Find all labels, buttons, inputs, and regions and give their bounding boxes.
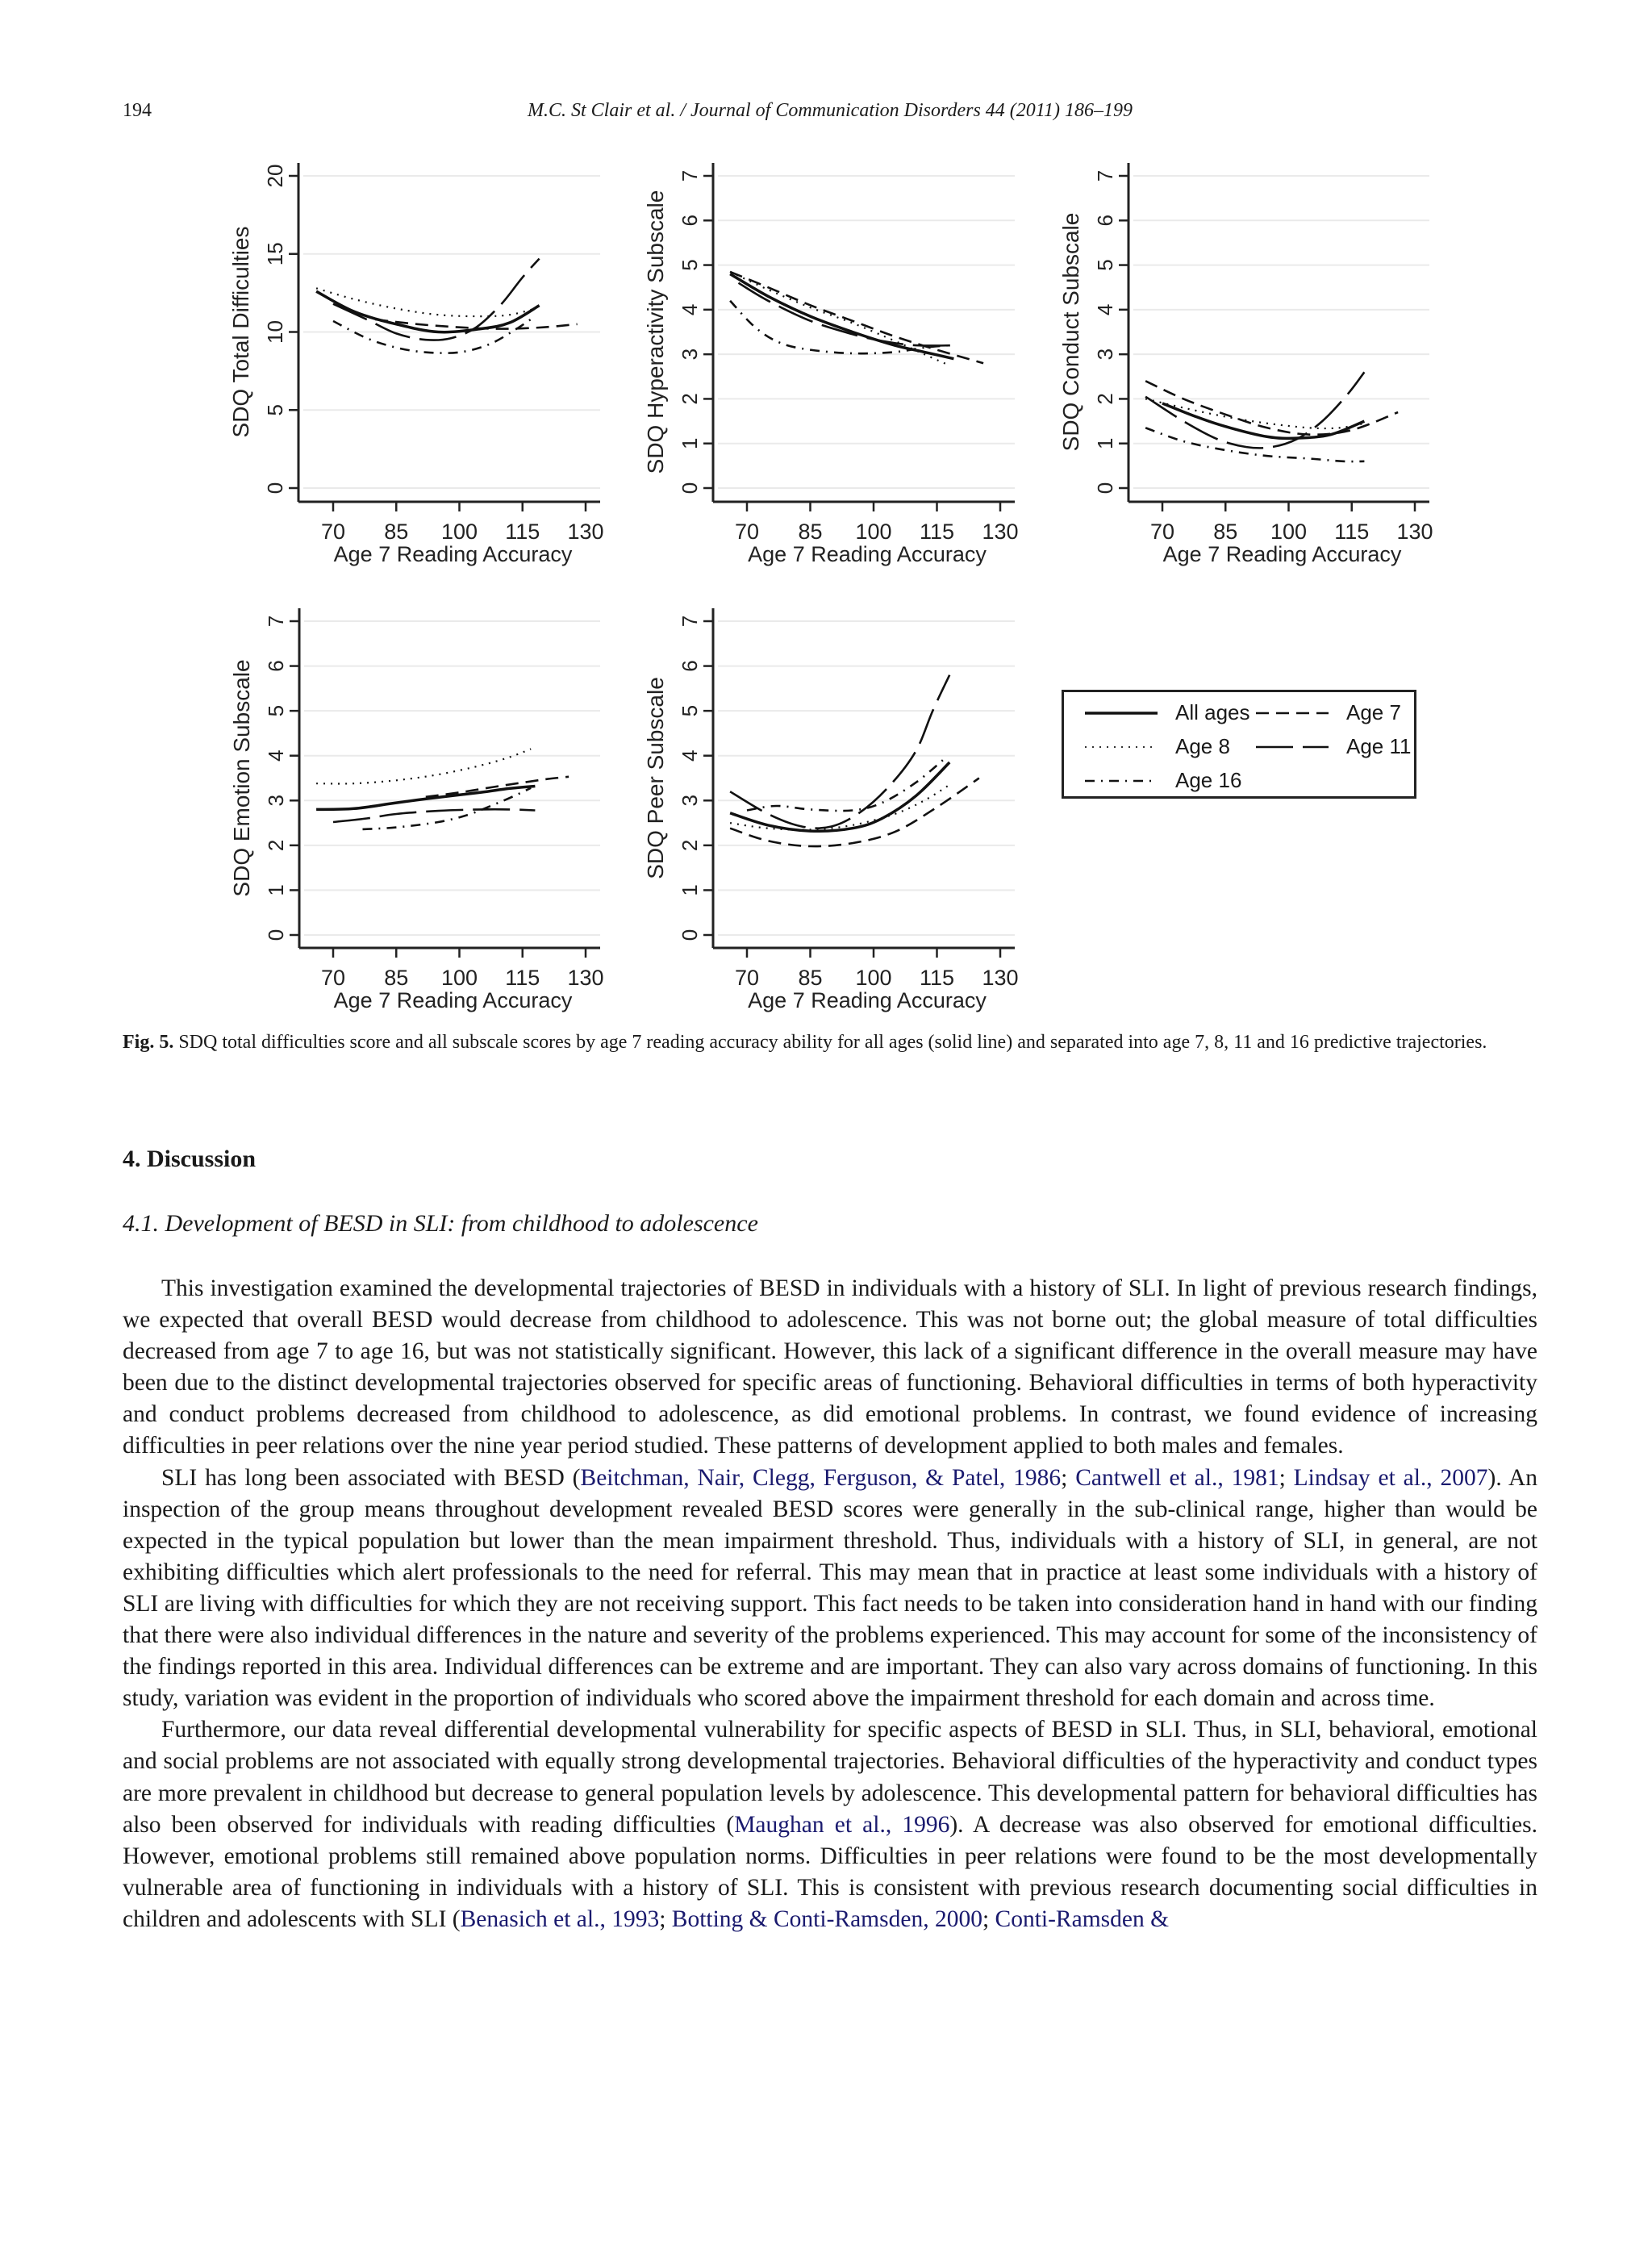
y-tick-label: 1 (264, 884, 288, 896)
x-tick-label: 130 (567, 966, 604, 990)
y-tick-label: 7 (1093, 169, 1117, 182)
chart-sdq-peer-subscale (643, 608, 1019, 1012)
long-dash-line-icon (1256, 742, 1329, 752)
text-run: ). An inspection of the group means throughout development revealed BESD scores were generally in the sub-clinical range, higher than would be expected in the typical population but lower than the mean impairment threshold. Thus, individuals with a history of SLI, in general, are not exhibiting difficulties which alert professionals to the need for referral. This may mean that in practice at least some individuals with a history of SLI are living with difficulties for which they are not receiving support. This fact needs to be taken into consideration hand in hand with our finding that there were also individual differences in the nature and severity of the problems experienced. This may account for some of the inconsistency of the findings reported in this area. Individual differences can be extreme and are important. They can also vary across domains of functioning. In this study, variation was evident in the proportion of individuals who scored above the impairment threshold for each domain and across time. (123, 1464, 1537, 1712)
y-tick-label: 7 (264, 615, 288, 628)
x-tick-label: 70 (734, 520, 760, 544)
citation-link[interactable]: Lindsay et al., 2007 (1293, 1464, 1488, 1491)
y-tick-label: 0 (264, 929, 288, 941)
y-tick-label: 1 (678, 437, 702, 449)
chart-sdq-emotion-subscale (229, 608, 604, 1012)
text-run: ; (659, 1905, 672, 1932)
y-tick-label: 2 (264, 839, 288, 852)
series-age-7 (1145, 381, 1398, 434)
y-tick-label: 0 (263, 482, 287, 495)
discussion-body (123, 1273, 1537, 1935)
series-all-ages (316, 787, 535, 810)
y-tick-label: 0 (678, 929, 702, 941)
x-tick-label: 115 (505, 966, 540, 990)
page-number: 194 (123, 100, 152, 121)
y-tick-label: 5 (1093, 259, 1117, 271)
y-tick-label: 2 (678, 839, 702, 852)
citation-link[interactable]: Cantwell et al., 1981 (1075, 1464, 1279, 1491)
legend-item-age-16 (1085, 768, 1241, 793)
y-tick-label: 7 (678, 169, 702, 182)
series-age-16 (333, 316, 535, 353)
paragraph-1: This investigation examined the developmental trajectories of BESD in individuals with a history of SLI. In light of previous research findings, we expected that overall BESD would decrease from childhood to adolescence. This was not borne out; the global measure of total difficulties decreased from age 7 to age 16, but was not statistically significant. However, this lack of a significant difference in the overall measure may have been due to the distinct developmental trajectories observed for specific areas of functioning. Behavioral difficulties in terms of both hyperactivity and conduct problems decreased from childhood to adolescence, as did emotional problems. In contrast, we found evidence of increasing difficulties in peer relations over the nine year period studied. These patterns of development applied to both males and females. (123, 1275, 1537, 1459)
y-tick-label: 6 (1093, 215, 1117, 227)
x-tick-label: 100 (440, 966, 478, 990)
y-tick-label: 6 (678, 660, 702, 672)
x-tick-label: 130 (1396, 520, 1433, 544)
legend-label: Age 8 (1175, 734, 1230, 758)
series-age-16 (747, 758, 945, 812)
series-age-7 (730, 272, 983, 363)
y-tick-label: 6 (264, 660, 288, 672)
citation-link[interactable]: Beitchman, Nair, Clegg, Ferguson, & Patel, 1986 (580, 1464, 1062, 1491)
legend-label: Age 11 (1346, 734, 1412, 758)
text-run: Furthermore, our data reveal differential developmental vulnerability for specific aspects of BESD in SLI. Thus, in SLI, behavioral, emotional and social problems are not associated with equally strong developmental trajectories. Behavioral difficulties of the hyperactivity and conduct types are more prevalent in childhood but decrease to general population levels by adolescence. This developmental pattern for behavioral difficulties has also been observed for individuals with reading difficulties ( (123, 1717, 1537, 1838)
text-run: ; (1061, 1464, 1076, 1491)
legend-label: All ages (1175, 700, 1250, 724)
y-tick-label: 2 (678, 393, 702, 405)
y-tick-label: 3 (678, 348, 702, 361)
y-tick-label: 0 (1093, 482, 1117, 495)
y-tick-label: 4 (1093, 303, 1117, 316)
y-axis-label: SDQ Hyperactivity Subscale (643, 190, 668, 474)
citation-link[interactable]: Conti-Ramsden & (995, 1905, 1170, 1932)
y-tick-label: 10 (263, 320, 287, 344)
x-tick-label: 100 (1270, 520, 1308, 544)
text-run: ; (982, 1905, 995, 1932)
text-run: SLI has long been associated with BESD ( (161, 1464, 581, 1491)
dash-dot-line-icon (1085, 776, 1158, 786)
x-tick-label: 130 (982, 966, 1019, 990)
x-tick-label: 100 (855, 520, 892, 544)
y-tick-label: 5 (678, 259, 702, 271)
y-tick-label: 4 (264, 749, 288, 762)
y-axis-label: SDQ Emotion Subscale (229, 659, 254, 897)
x-tick-label: 130 (567, 520, 604, 544)
figure-caption (123, 1029, 1537, 1055)
chart-legend (1062, 690, 1416, 799)
figure-label: Fig. 5. (123, 1032, 174, 1053)
figure-charts (0, 0, 1652, 1016)
x-tick-label: 115 (919, 520, 955, 544)
y-tick-label: 7 (678, 615, 702, 628)
x-tick-label: 70 (320, 966, 346, 990)
x-tick-label: 70 (1149, 520, 1175, 544)
y-tick-label: 6 (678, 215, 702, 227)
paragraph-2 (123, 1463, 1537, 1715)
series-age-8 (316, 749, 531, 783)
x-tick-label: 85 (1213, 520, 1238, 544)
y-tick-label: 1 (678, 884, 702, 896)
chart-sdq-total-difficulties (228, 163, 604, 566)
x-tick-label: 70 (734, 966, 760, 990)
y-tick-label: 20 (263, 164, 287, 188)
section-title: 4. Discussion (123, 1146, 257, 1172)
legend-label: Age 16 (1175, 768, 1242, 792)
x-tick-label: 70 (320, 520, 346, 544)
legend-label: Age 7 (1346, 700, 1401, 724)
series-age-11 (739, 283, 954, 346)
figure-caption-text: SDQ total difficulties score and all subscale scores by age 7 reading accuracy ability for all ages (solid line) and separated into age 7, 8, 11 and 16 predictive trajectories. (178, 1032, 1487, 1053)
solid-line-icon (1085, 708, 1158, 718)
x-axis-label: Age 7 Reading Accuracy (333, 542, 573, 566)
y-tick-label: 1 (1093, 437, 1117, 449)
legend-item-age-8 (1085, 734, 1230, 759)
series-age-7 (426, 777, 569, 797)
paragraph-3 (123, 1714, 1537, 1935)
y-tick-label: 2 (1093, 393, 1117, 405)
chart-sdq-conduct-subscale (1058, 163, 1433, 566)
y-tick-label: 5 (678, 704, 702, 717)
y-axis-label: SDQ Total Difficulties (228, 226, 253, 438)
x-axis-label: Age 7 Reading Accuracy (748, 542, 987, 566)
x-tick-label: 130 (982, 520, 1019, 544)
x-axis-label: Age 7 Reading Accuracy (333, 988, 573, 1012)
x-tick-label: 100 (440, 520, 478, 544)
text-run: ; (1279, 1464, 1294, 1491)
x-tick-label: 85 (798, 520, 823, 544)
journal-reference: M.C. St Clair et al. / Journal of Communication Disorders 44 (2011) 186–199 (528, 100, 1133, 121)
dotted-line-icon (1085, 742, 1158, 752)
series-age-11 (333, 809, 535, 822)
figure-5 (0, 0, 1652, 1016)
y-tick-label: 15 (263, 242, 287, 266)
y-tick-label: 3 (1093, 348, 1117, 361)
short-dash-line-icon (1256, 708, 1329, 718)
chart-sdq-hyperactivity-subscale (643, 163, 1019, 566)
legend-item-all-ages (1085, 700, 1250, 725)
y-tick-label: 5 (264, 704, 288, 717)
subsection-title: 4.1. Development of BESD in SLI: from childhood to adolescence (123, 1210, 758, 1237)
x-tick-label: 115 (505, 520, 540, 544)
x-tick-label: 85 (384, 966, 409, 990)
series-age-7 (730, 778, 979, 847)
y-tick-label: 4 (678, 303, 702, 316)
text-run: ). A decrease was also observed for emotional difficulties. However, emotional problems still remained above population norms. Difficulties in peer relations were found to be the most developmentally vulnerable area of functioning in individuals with a history of SLI. This is consistent with previous research documenting social difficulties in children and adolescents with SLI ( (123, 1811, 1537, 1932)
y-tick-label: 5 (263, 404, 287, 416)
y-axis-label: SDQ Conduct Subscale (1058, 212, 1083, 452)
x-axis-label: Age 7 Reading Accuracy (1162, 542, 1402, 566)
x-tick-label: 85 (384, 520, 409, 544)
citation-link[interactable]: Benasich et al., 1993 (460, 1905, 660, 1932)
y-axis-label: SDQ Peer Subscale (643, 677, 668, 879)
x-tick-label: 100 (855, 966, 892, 990)
x-tick-label: 85 (798, 966, 823, 990)
citation-link[interactable]: Maughan et al., 1996 (734, 1811, 950, 1838)
x-tick-label: 115 (919, 966, 955, 990)
y-tick-label: 0 (678, 482, 702, 495)
y-tick-label: 3 (678, 795, 702, 807)
legend-item-age-11 (1256, 734, 1411, 759)
legend-item-age-7 (1256, 700, 1401, 725)
x-axis-label: Age 7 Reading Accuracy (748, 988, 987, 1012)
x-tick-label: 115 (1334, 520, 1370, 544)
y-tick-label: 3 (264, 795, 288, 807)
y-tick-label: 4 (678, 749, 702, 762)
citation-link[interactable]: Botting & Conti-Ramsden, 2000 (671, 1905, 982, 1932)
